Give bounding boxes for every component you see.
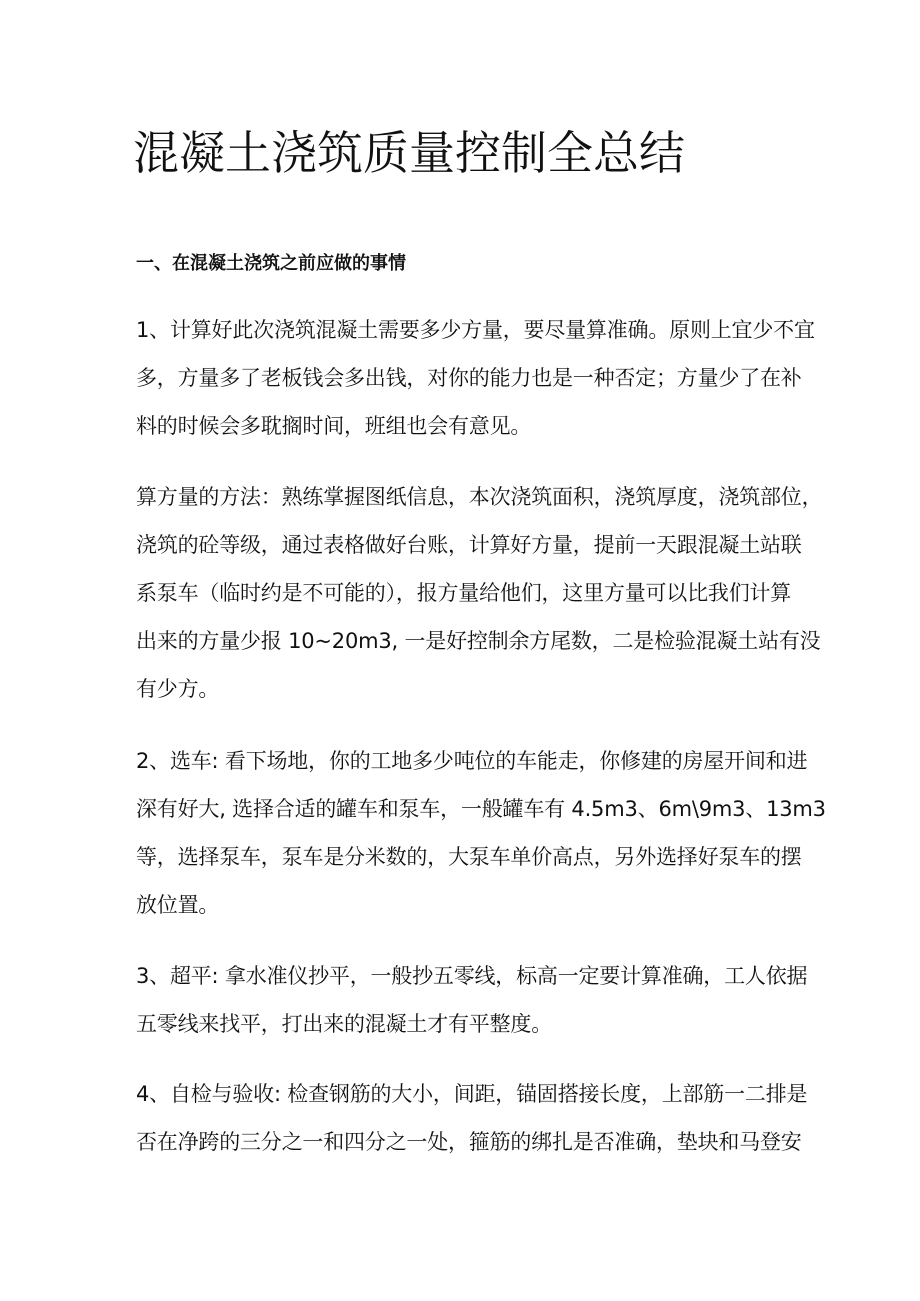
paragraph-select-truck: [136, 737, 826, 929]
paragraph-line: 五零线来找平，打出来的混凝土才有平整度。: [136, 1012, 552, 1036]
paragraph-line: 浇筑的砼等级，通过表格做好台账，计算好方量，提前一天跟混凝土站联: [136, 533, 802, 557]
paragraph-line: 有少方。: [136, 677, 220, 701]
paragraph-line: 4、自检与验收: 检查钢筋的大小，间距，锚固搭接长度，上部筋一二排是: [136, 1082, 808, 1106]
paragraph-line: 放位置。: [136, 893, 220, 917]
paragraph-inspection: [136, 1070, 808, 1166]
paragraph-calculate-volume: [136, 306, 815, 450]
paragraph-leveling: [136, 952, 808, 1048]
paragraph-line: 深有好大, 选择合适的罐车和泵车，一般罐车有 4.5m3、6m\9m3、13m3: [136, 797, 826, 821]
paragraph-line: 多，方量多了老板钱会多出钱，对你的能力也是一种否定；方量少了在补: [136, 366, 802, 390]
paragraph-line: 算方量的方法：熟练掌握图纸信息，本次浇筑面积，浇筑厚度，浇筑部位，: [136, 485, 823, 509]
paragraph-line: 系泵车（临时约是不可能的），报方量给他们，这里方量可以比我们计算: [136, 581, 792, 605]
paragraph-line: 2、选车: 看下场地，你的工地多少吨位的车能走，你修建的房屋开间和进: [136, 749, 808, 773]
paragraph-line: 3、超平: 拿水准仪抄平，一般抄五零线，标高一定要计算准确，工人依据: [136, 964, 808, 988]
paragraph-line: 等，选择泵车，泵车是分米数的，大泵车单价高点，另外选择好泵车的摆: [136, 845, 802, 869]
paragraph-line: 出来的方量少报 10~20m3, 一是好控制余方尾数，二是检验混凝土站有没: [136, 629, 821, 653]
document-title: 混凝土浇筑质量控制全总结: [133, 126, 685, 180]
paragraph-volume-method: [136, 473, 823, 713]
paragraph-line: 否在净跨的三分之一和四分之一处，箍筋的绑扎是否准确，垫块和马登安: [136, 1130, 802, 1154]
paragraph-line: 料的时候会多耽搁时间，班组也会有意见。: [136, 414, 532, 438]
paragraph-line: 1、计算好此次浇筑混凝土需要多少方量，要尽量算准确。原则上宜少不宜: [136, 318, 815, 342]
section-heading: 一、在混凝土浇筑之前应做的事情: [136, 253, 406, 274]
